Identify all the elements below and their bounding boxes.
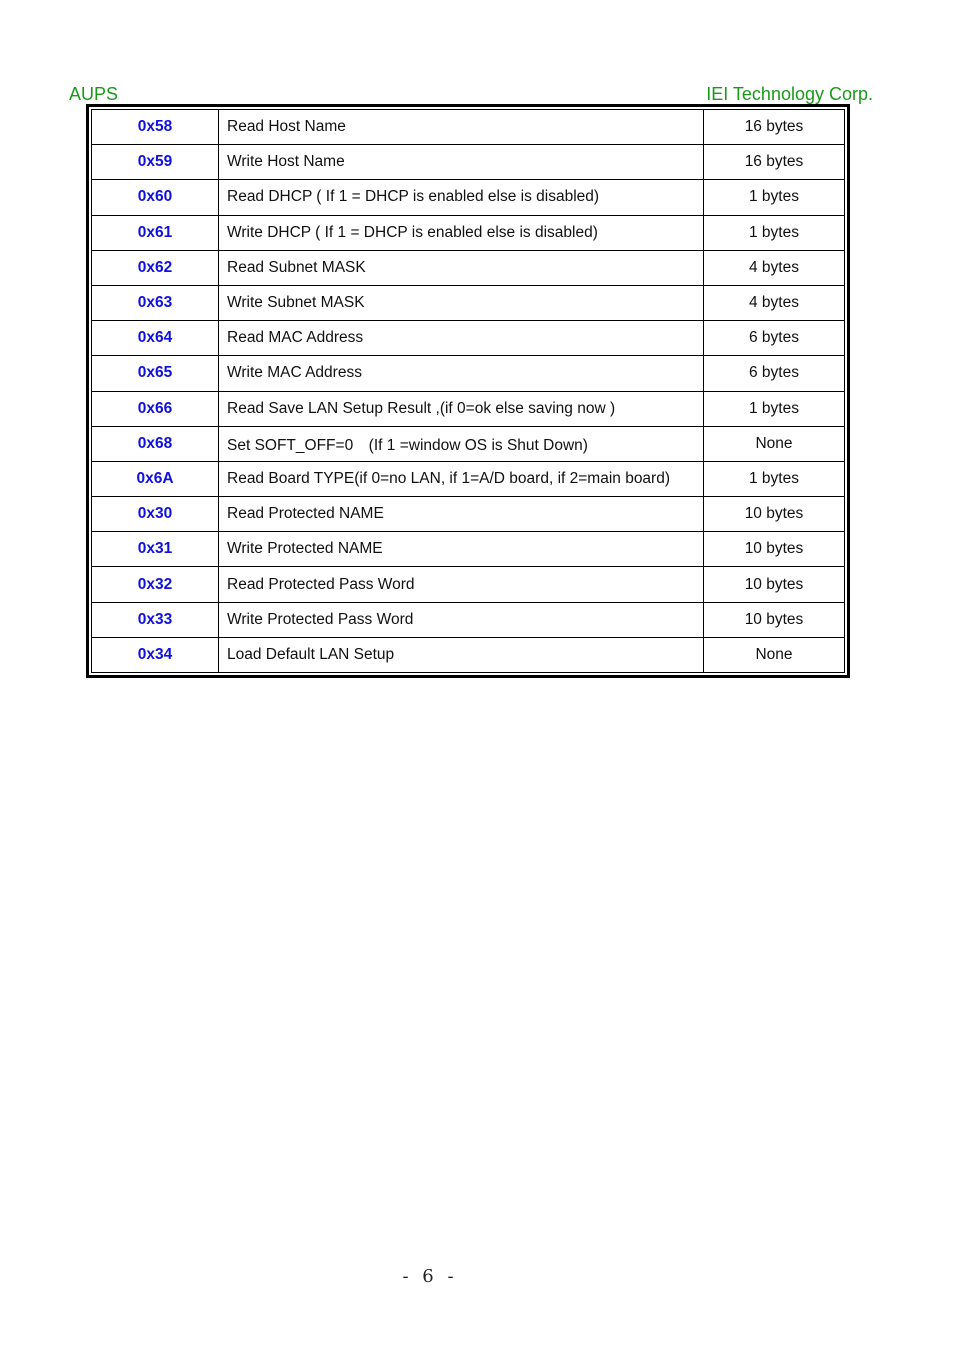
command-code-cell: 0x68 xyxy=(92,426,219,461)
command-description-cell: Read Save LAN Setup Result ,(if 0=ok else saving now ) xyxy=(219,391,704,426)
command-size-cell: 6 bytes xyxy=(704,321,845,356)
command-table-body xyxy=(92,110,845,673)
table-row xyxy=(92,637,845,672)
command-code-cell: 0x31 xyxy=(92,532,219,567)
table-row xyxy=(92,180,845,215)
command-size-cell: 10 bytes xyxy=(704,567,845,602)
table-row xyxy=(92,215,845,250)
command-size-cell: None xyxy=(704,426,845,461)
table-row xyxy=(92,532,845,567)
command-description-cell: Read DHCP ( If 1 = DHCP is enabled else is disabled) xyxy=(219,180,704,215)
command-size-cell: 1 bytes xyxy=(704,461,845,496)
table-row xyxy=(92,250,845,285)
command-table-frame xyxy=(86,104,850,678)
command-size-cell: 10 bytes xyxy=(704,532,845,567)
command-size-cell: 1 bytes xyxy=(704,215,845,250)
command-description-cell: Set SOFT_OFF=0 (If 1 =window OS is Shut Down) xyxy=(219,426,704,461)
command-description-cell: Write Protected NAME xyxy=(219,532,704,567)
table-row xyxy=(92,145,845,180)
command-code-cell: 0x63 xyxy=(92,285,219,320)
command-size-cell: 6 bytes xyxy=(704,356,845,391)
command-code-cell: 0x30 xyxy=(92,497,219,532)
table-row xyxy=(92,356,845,391)
command-code-cell: 0x59 xyxy=(92,145,219,180)
command-description-cell: Write Protected Pass Word xyxy=(219,602,704,637)
header-company-name: IEI Technology Corp. xyxy=(706,84,873,104)
command-code-cell: 0x65 xyxy=(92,356,219,391)
command-description-cell: Write DHCP ( If 1 = DHCP is enabled else is disabled) xyxy=(219,215,704,250)
command-code-cell: 0x66 xyxy=(92,391,219,426)
command-description-cell: Read Subnet MASK xyxy=(219,250,704,285)
command-size-cell: 16 bytes xyxy=(704,145,845,180)
command-size-cell: 4 bytes xyxy=(704,285,845,320)
table-row xyxy=(92,426,845,461)
command-size-cell: 1 bytes xyxy=(704,391,845,426)
table-row xyxy=(92,110,845,145)
table-row xyxy=(92,497,845,532)
command-description-cell: Write Subnet MASK xyxy=(219,285,704,320)
table-row xyxy=(92,602,845,637)
command-code-cell: 0x34 xyxy=(92,637,219,672)
command-size-cell: 4 bytes xyxy=(704,250,845,285)
command-description-cell: Read Protected Pass Word xyxy=(219,567,704,602)
table-row xyxy=(92,567,845,602)
command-code-cell: 0x61 xyxy=(92,215,219,250)
command-code-cell: 0x64 xyxy=(92,321,219,356)
command-size-cell: 16 bytes xyxy=(704,110,845,145)
table-row xyxy=(92,391,845,426)
command-table xyxy=(91,109,845,673)
header-product-name: AUPS xyxy=(69,84,119,104)
command-code-cell: 0x32 xyxy=(92,567,219,602)
command-description-cell: Load Default LAN Setup xyxy=(219,637,704,672)
command-description-cell: Write MAC Address xyxy=(219,356,704,391)
command-size-cell: 10 bytes xyxy=(704,497,845,532)
page-number: - 6 - xyxy=(402,1266,458,1287)
command-description-cell: Read Protected NAME xyxy=(219,497,704,532)
command-code-cell: 0x6A xyxy=(92,461,219,496)
table-row xyxy=(92,461,845,496)
command-description-cell: Read Board TYPE(if 0=no LAN, if 1=A/D board, if 2=main board) xyxy=(219,461,704,496)
command-code-cell: 0x58 xyxy=(92,110,219,145)
command-code-cell: 0x62 xyxy=(92,250,219,285)
command-code-cell: 0x60 xyxy=(92,180,219,215)
command-code-cell: 0x33 xyxy=(92,602,219,637)
table-row xyxy=(92,285,845,320)
command-size-cell: None xyxy=(704,637,845,672)
command-size-cell: 10 bytes xyxy=(704,602,845,637)
command-description-cell: Read Host Name xyxy=(219,110,704,145)
command-size-cell: 1 bytes xyxy=(704,180,845,215)
command-description-cell: Read MAC Address xyxy=(219,321,704,356)
table-row xyxy=(92,321,845,356)
command-description-cell: Write Host Name xyxy=(219,145,704,180)
